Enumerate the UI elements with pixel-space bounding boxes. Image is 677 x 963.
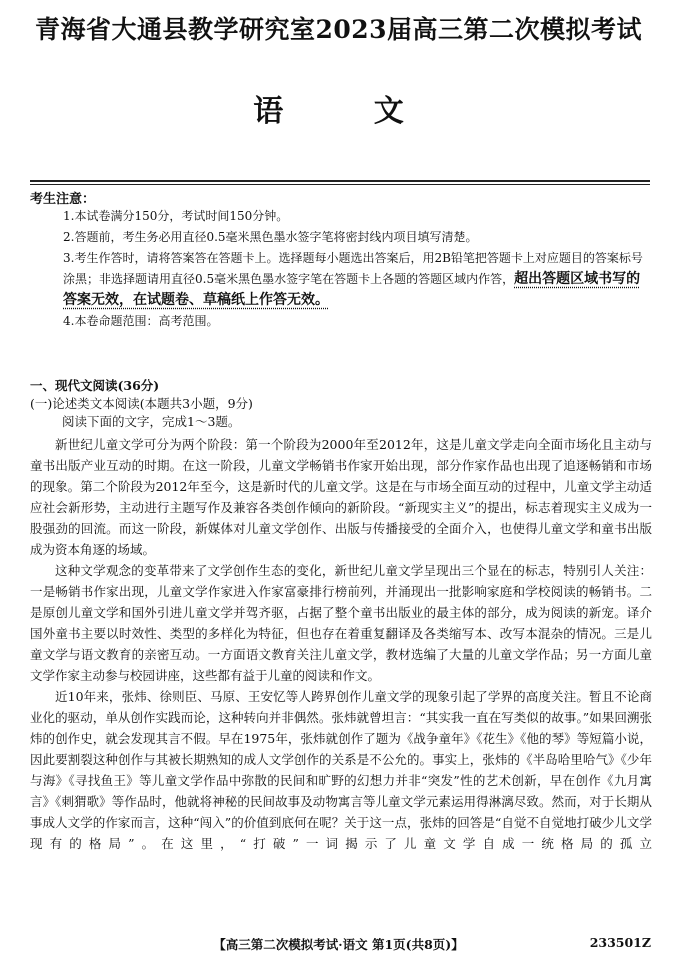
passage-paragraph-2: 这种文学观念的变革带来了文学创作生态的变化，新世纪儿童文学呈现出三个显在的标志，特别引人关注：一是畅销书作家出现，儿童文学作家进入作家富豪排行榜前列，并涌现出一批影响家庭和学校阅读的畅销书。二是原创儿童文学和国外引进儿童文学并驾齐驱，占据了整个童书出版业的最主体的部分，成为阅读的新宠。译介国外童书主要以时效性、类型的多样化为特征，但也存在着重复翻译及各类缩写本、改写本混杂的情况。三是儿童文学与语文教育的亲密互动。一方面语文教育关注儿童文学，教材选编了大量的儿童文学作品；另一方面儿童文学作家主动参与校园讲座，这些都有益于儿童的阅读和作文。 [30, 563, 652, 683]
passage-paragraph-1: 新世纪儿童文学可分为两个阶段：第一个阶段为2000年至2012年，这是儿童文学走向全面市场化且主动与童书出版产业互动的时期。在这一阶段，儿童文学畅销书作家开始出现，部分作家作品也出现了追逐畅销和市场的现象。第二个阶段为2012年至今，这是新时代的儿童文学。这是在与市场全面互动的过程中，儿童文学主动适应社会新形势，主动进行主题写作及兼容各类创作倾向的新阶段。“新现实主义”的提出，标志着现实主义成为一股强劲的回流。而这一阶段，新媒体对儿童文学创作、出版与传播接受的全面介入，也使得儿童文学和童书出版成为资本角逐的场域。 [30, 437, 652, 557]
section-title: 一、现代文阅读(36分) [30, 378, 160, 393]
notice-item-3-emphasis: 超出答题区域书写的答案无效，在试题卷、草稿纸上作答无效。 [63, 271, 641, 308]
notice-item-4: 4.本卷命题范围：高考范围。 [63, 314, 219, 328]
notice-item-3-text: 3.考生作答时，请将答案答在答题卡上。选择题每小题选出答案后，用2B铅笔把答题卡上对应题目的答案标号涂黑；非选择题请用直径0.5毫米黑色墨水签字笔在答题卡上各题的答题区域内作答， [63, 251, 643, 286]
subject-title: 语 文 [253, 94, 444, 129]
notice-item-2: 2.答题前，考生务必用直径0.5毫米黑色墨水签字笔将密封线内项目填写清楚。 [63, 230, 478, 244]
header-rule-thick [30, 180, 650, 182]
reading-instruction: 阅读下面的文字，完成1～3题。 [62, 414, 241, 429]
notice-item-1: 1.本试卷满分150分，考试时间150分钟。 [63, 209, 289, 223]
reading-passage [30, 434, 652, 854]
header-rule-thin [30, 184, 650, 185]
notice-item-3 [63, 248, 653, 311]
notice-heading: 考生注意： [30, 192, 96, 207]
exam-code: 233501Z [589, 935, 651, 950]
page-footer: 【高三第二次模拟考试·语文 第1页(共8页)】 [213, 937, 464, 952]
notice-list [63, 206, 653, 332]
passage-paragraph-3: 近10年来，张炜、徐则臣、马原、王安忆等人跨界创作儿童文学的现象引起了学界的高度关注。暂且不论商业化的驱动，单从创作实践而论，这种转向并非偶然。张炜就曾坦言：“其实我一直在写类似的故事。”如果回溯张炜的创作史，就会发现其言不假。早在1975年，张炜就创作了题为《战争童年》《花生》《他的琴》等短篇小说，因此要割裂这种创作与其被长期熟知的成人文学创作的关系是不公允的。事实上，张炜的《半岛哈里哈气》《少年与海》《寻找鱼王》等儿童文学作品中弥散的民间和旷野的幻想力并非“突发”性的艺术创新，早在创作《九月寓言》《刺猬歌》等作品时，他就将神秘的民间故事及动物寓言等儿童文学元素运用得淋漓尽致。然而，对于长期从事成人文学的作家而言，这种“闯入”的价值到底何在呢？关于这一点，张炜的回答是“自觉不自觉地打破少儿文学现有的格局”。在这里，“打破”一词揭示了儿童文学自成一统格局的孤立 [30, 689, 652, 851]
subsection-title: (一)论述类文本阅读(本题共3小题，9分) [30, 396, 253, 411]
exam-title: 青海省大通县教学研究室2023届高三第二次模拟考试 [34, 15, 643, 44]
